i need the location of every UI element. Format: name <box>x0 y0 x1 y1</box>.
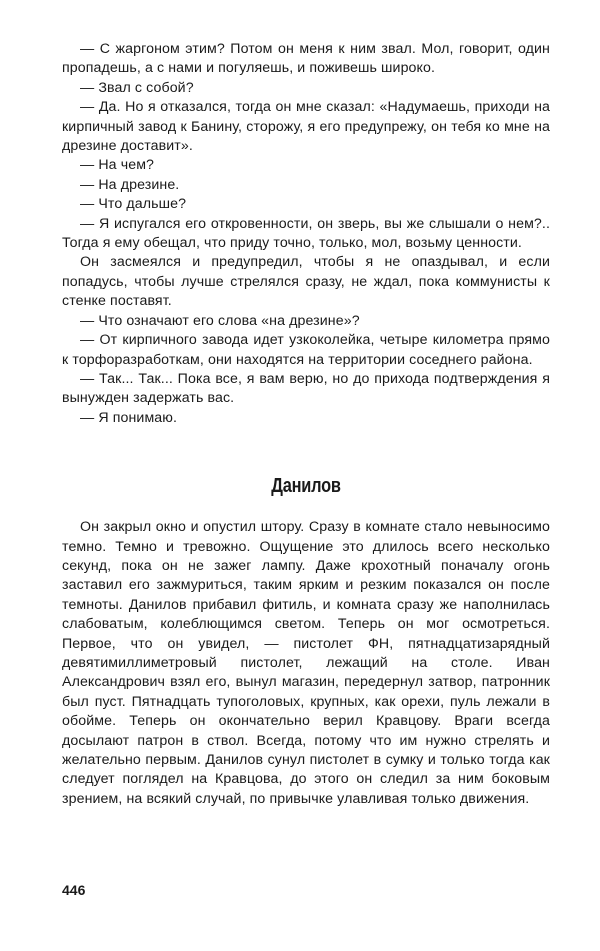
dialogue-paragraph: — На дрезине. <box>80 176 180 193</box>
section-heading: Данилов <box>271 475 341 498</box>
dialogue-paragraph: — Звал с собой? <box>80 79 194 96</box>
dialogue-paragraph: — Что означают его слова «на дрезине»? <box>80 312 360 329</box>
dialogue-paragraph: Он засмеялся и предупредил, чтобы я не опаздывал, и если попадусь, чтобы лучше стрелялся сразу, не ждал, пока коммунисты к стенке поставят. <box>62 254 550 310</box>
dialogue-paragraph: — Что дальше? <box>80 196 187 213</box>
section-body-paragraph: Он закрыл окно и опустил штору. Сразу в комнате стало невыносимо темно. Темно и тревожно. Ощущение это длилось всего несколько секунд, пока он не зажег лампу. Даже крохотный поначалу огонь заставил его зажмуриться, таким ярким и резким показался он после темноты. Данилов прибавил фитиль, и комната сразу же наполнилась слабоватым, колеблющимся светом. Теперь он мог осмотреться. Первое, что он увидел, — пистолет ФН, пятнадцатизарядный девятимиллиметровый пистолет, лежащий на столе. Иван Александрович взял его, вынул магазин, передернул затвор, патронник был пуст. Пятнадцать тупоголовых, крупных, как орехи, пуль лежали в обойме. Теперь он окончательно верил Кравцову. Враги всегда досылают патрон в ствол. Всегда, потому что им нужно стрелять и желательно первым. Данилов сунул пистолет в сумку и только тогда как следует поглядел на Кравцова, до этого он следил за ним боковым зрением, на всякий случай, по привычке улавливая только движения. <box>62 519 550 807</box>
dialogue-paragraph: — Так... Так... Пока все, я вам верю, но до прихода подтверждения я вынужден задержать вас. <box>62 370 550 407</box>
dialogue-paragraph: — Я понимаю. <box>80 409 178 426</box>
dialogue-paragraph: — На чем? <box>80 157 155 174</box>
dialogue-paragraph: — С жаргоном этим? Потом он меня к ним звал. Мол, говорит, один пропадешь, а с нами и погуляешь, и поживешь широко. <box>62 41 550 77</box>
page-number: 446 <box>62 882 86 898</box>
dialogue-paragraph: — Да. Но я отказался, тогда он мне сказал: «Надумаешь, приходи на кирпичный завод к Банину, сторожу, я его предупрежу, он тебя ко мне на дрезине доставит». <box>62 99 550 155</box>
page-text-block <box>62 40 550 809</box>
dialogue-paragraph: — От кирпичного завода идет узкоколейка, четыре километра прямо к торфоразработкам, они находятся на территории соседнего района. <box>62 332 550 368</box>
dialogue-paragraph: — Я испугался его откровенности, он зверь, вы же слышали о нем?.. Тогда я ему обещал, что приду точно, только, мол, возьму ценности. <box>62 215 550 252</box>
